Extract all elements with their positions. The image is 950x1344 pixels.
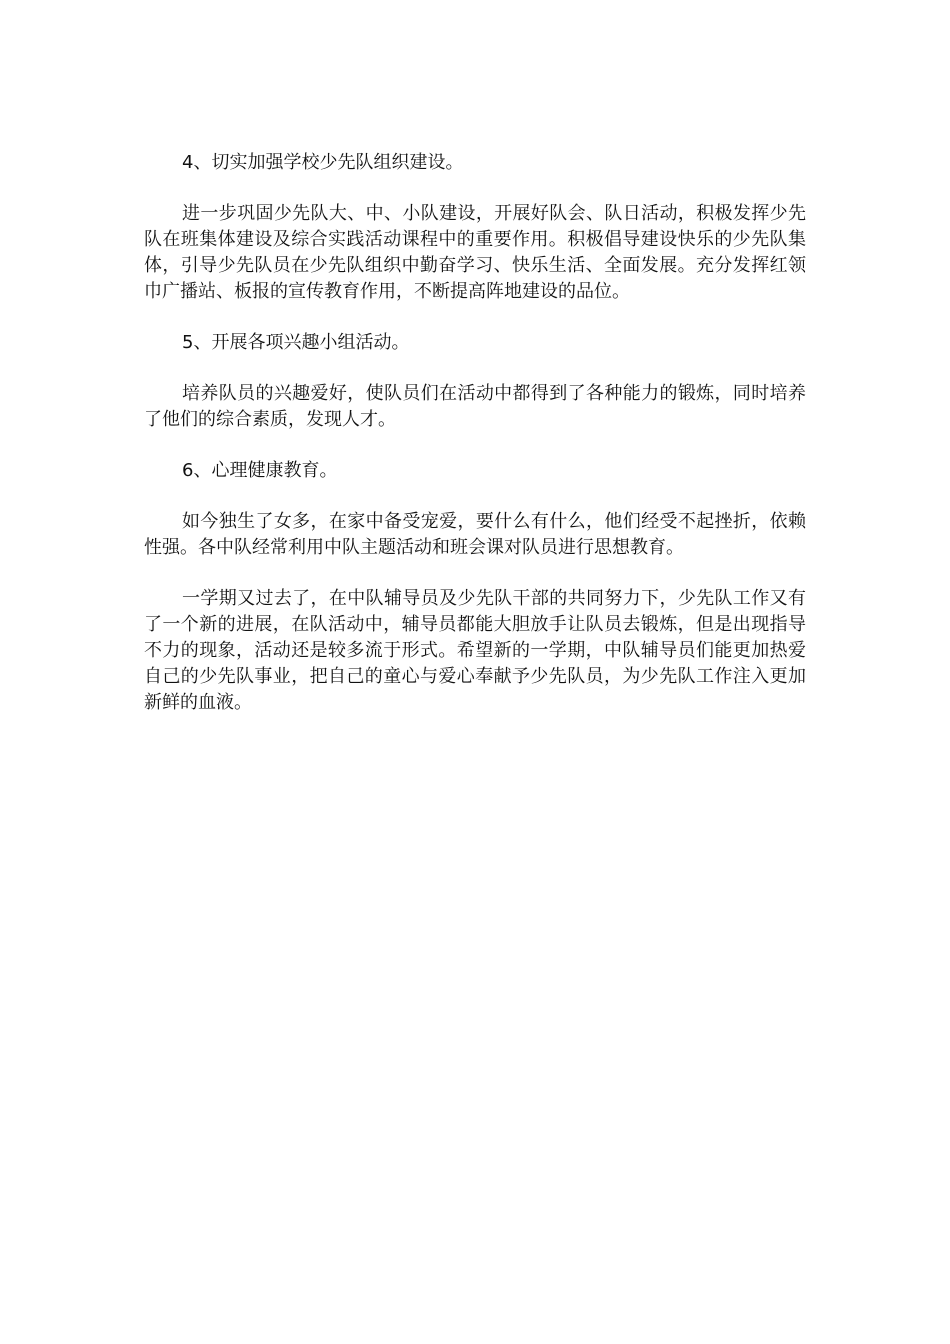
document-body xyxy=(144,150,806,716)
section-heading-5: 5、开展各项兴趣小组活动。 xyxy=(182,332,410,353)
section-paragraph-6: 如今独生了女多，在家中备受宠爱，要什么有什么，他们经受不起挫折，依赖性强。各中队经常利用中队主题活动和班会课对队员进行思想教育。 xyxy=(144,511,806,558)
closing-paragraph: 一学期又过去了，在中队辅导员及少先队干部的共同努力下，少先队工作又有了一个新的进展，在队活动中，辅导员都能大胆放手让队员去锻炼，但是出现指导不力的现象，活动还是较多流于形式。希望新的一学期，中队辅导员们能更加热爱自己的少先队事业，把自己的童心与爱心奉献予少先队员，为少先队工作注入更加新鲜的血液。 xyxy=(144,588,806,713)
section-heading-6: 6、心理健康教育。 xyxy=(182,460,338,481)
section-paragraph-4: 进一步巩固少先队大、中、小队建设，开展好队会、队日活动，积极发挥少先队在班集体建设及综合实践活动课程中的重要作用。积极倡导建设快乐的少先队集体，引导少先队员在少先队组织中勤奋学习、快乐生活、全面发展。充分发挥红领巾广播站、板报的宣传教育作用，不断提高阵地建设的品位。 xyxy=(144,203,806,302)
section-heading-4: 4、切实加强学校少先队组织建设。 xyxy=(182,152,464,173)
section-paragraph-5: 培养队员的兴趣爱好，使队员们在活动中都得到了各种能力的锻炼，同时培养了他们的综合素质，发现人才。 xyxy=(144,383,806,430)
